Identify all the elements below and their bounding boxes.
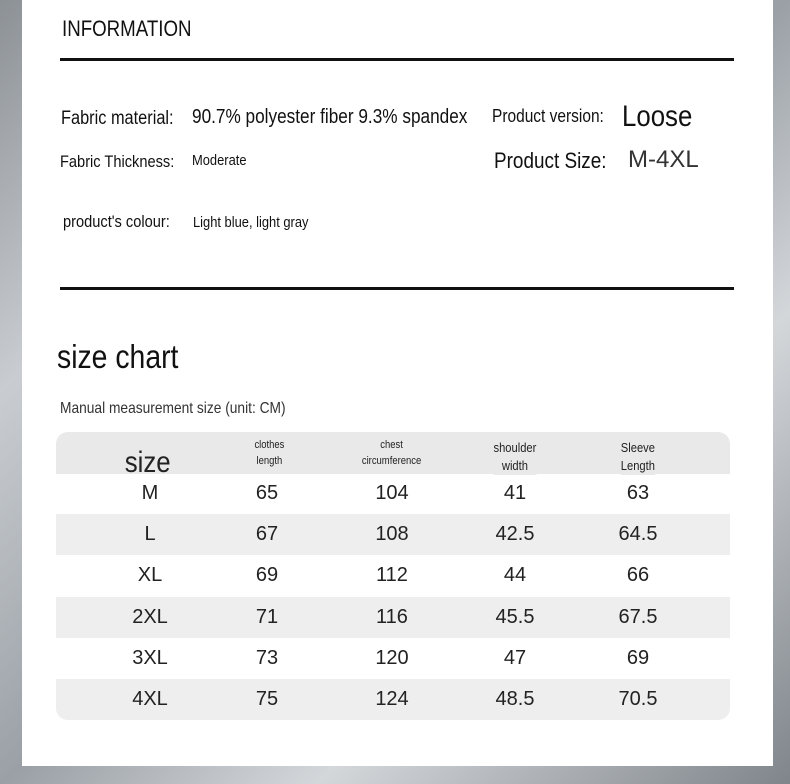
- cell-sleeve: 66: [626, 564, 650, 586]
- cell-shoulder: 45.5: [495, 606, 535, 628]
- cell-size: L: [144, 523, 156, 545]
- size-table: [56, 432, 730, 720]
- table-row: [56, 555, 730, 596]
- table-row: [56, 597, 730, 638]
- size-chart-title: size chart: [57, 338, 179, 375]
- cell-shoulder: 42.5: [495, 523, 535, 545]
- cell-chest: 116: [376, 606, 408, 628]
- product-version-value: Loose: [622, 100, 693, 133]
- cell-chest: 124: [375, 688, 409, 710]
- product-info-card: [22, 0, 773, 766]
- cell-chest: 120: [375, 647, 409, 669]
- cell-size: M: [141, 482, 159, 504]
- information-heading: INFORMATION: [62, 16, 192, 41]
- cell-shoulder: 41: [503, 482, 527, 504]
- header-chest-circumference: chest circumference: [362, 439, 422, 467]
- table-row: [56, 679, 730, 720]
- cell-sleeve: 67.5: [618, 606, 658, 628]
- cell-shoulder: 47: [503, 647, 527, 669]
- cell-clothes-length: 75: [255, 688, 279, 710]
- product-size-label: Product Size:: [494, 148, 607, 173]
- header-size: size: [125, 446, 171, 479]
- table-row: [56, 638, 730, 679]
- table-row: [56, 473, 730, 514]
- cell-chest: 108: [375, 523, 409, 545]
- header-shoulder-width: shoulder width: [493, 440, 537, 473]
- cell-sleeve: 63: [626, 482, 650, 504]
- table-row: [56, 514, 730, 555]
- fabric-material-label: Fabric material:: [61, 108, 174, 129]
- cell-clothes-length: 67: [255, 523, 279, 545]
- header-clothes-length: clothes length: [254, 439, 284, 467]
- cell-shoulder: 44: [503, 564, 527, 586]
- cell-shoulder: 48.5: [495, 688, 535, 710]
- product-size-value: M-4XL: [628, 146, 699, 173]
- top-divider: [60, 58, 734, 61]
- fabric-thickness-value: Moderate: [192, 152, 247, 169]
- middle-divider: [60, 287, 734, 290]
- cell-chest: 112: [376, 564, 408, 586]
- cell-sleeve: 64.5: [618, 523, 658, 545]
- cell-size: 2XL: [132, 606, 168, 628]
- cell-sleeve: 69: [626, 647, 650, 669]
- cell-clothes-length: 71: [255, 606, 279, 628]
- colour-value: Light blue, light gray: [193, 214, 309, 231]
- cell-size: 4XL: [132, 688, 168, 710]
- product-version-label: Product version:: [492, 106, 604, 126]
- size-chart-subtitle: Manual measurement size (unit: CM): [60, 400, 286, 417]
- cell-sleeve: 70.5: [618, 688, 658, 710]
- header-sleeve-length: Sleeve Length: [620, 440, 656, 473]
- cell-chest: 104: [375, 482, 409, 504]
- size-table-header: [56, 432, 730, 479]
- cell-clothes-length: 73: [255, 647, 279, 669]
- cell-size: 3XL: [132, 647, 168, 669]
- cell-size: XL: [137, 564, 163, 586]
- colour-label: product's colour:: [63, 212, 170, 231]
- cell-clothes-length: 65: [255, 482, 279, 504]
- cell-clothes-length: 69: [255, 564, 279, 586]
- fabric-thickness-label: Fabric Thickness:: [60, 152, 175, 171]
- fabric-material-value: 90.7% polyester fiber 9.3% spandex: [192, 106, 468, 128]
